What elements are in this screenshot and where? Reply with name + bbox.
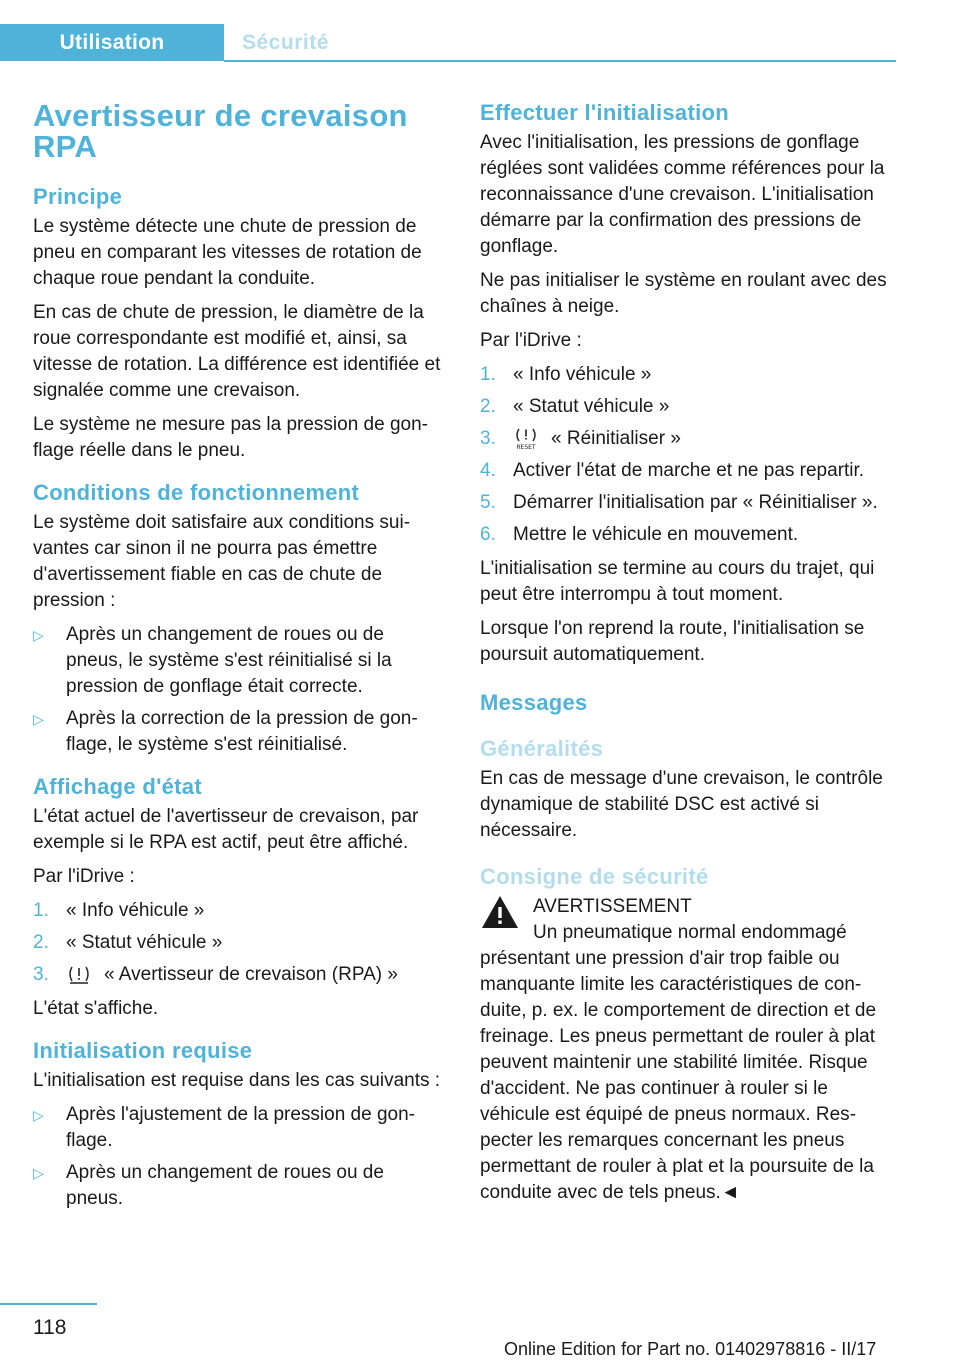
bullet-triangle-icon: ▷ (33, 711, 44, 727)
list-item: ▷ Après l'ajustement de la pression de gonflage. (33, 1104, 415, 1151)
header-rule (224, 60, 896, 62)
effectuer-paragraph-4: L'initialisation se termine au cours du trajet, qui peut être interrompu à tout moment. (480, 558, 875, 605)
warning-text: présentant une pression d'air trop faible ou manquante limite les caractéristiques de conduite, p. ex. le comportement de direction et de freinage. Les pneus permettant de rouler à plat peuvent maintenir une stabilité limitée. Risque d'accident. Ne pas continuer à rouler si le véhicule est équipé de pneus normaux. Respecter les remarques concernant les pneus permettant de rouler à plat et la poursuite de la conduite avec de tels pneus.◄ (480, 948, 877, 1203)
warning-title: AVERTISSEMENT (533, 896, 692, 917)
heading-effectuer: Effectuer l'initialisation (480, 100, 729, 125)
heading-messages: Messages (480, 690, 588, 715)
heading-principe: Principe (33, 184, 123, 209)
conditions-intro: Le système doit satisfaire aux conditions suivantes car sinon il ne pourra pas émettre d'avertissement fiable en cas de chute de pression : (33, 512, 411, 611)
heading-generalites: Généralités (480, 736, 604, 761)
effectuer-paragraph-5: Lorsque l'on reprend la route, l'initialisation se poursuit automatiquement. (480, 618, 865, 665)
init-requise-intro: L'initialisation est requise dans les cas suivants : (33, 1070, 441, 1091)
bullet-triangle-icon: ▷ (33, 1165, 44, 1181)
list-item: 6. Mettre le véhicule en mouvement. (480, 524, 799, 545)
affichage-steps (33, 898, 443, 988)
bullet-triangle-icon: ▷ (33, 1107, 44, 1123)
heading-init-requise: Initialisation requise (33, 1038, 253, 1063)
principe-paragraph-3: Le système ne mesure pas la pression de gonflage réelle dans le pneu. (33, 414, 428, 461)
list-item: ▷ Après la correction de la pression de gonflage, le système s'est réinitialisé. (33, 708, 418, 755)
tire-reset-icon (513, 427, 539, 451)
affichage-result: L'état s'affiche. (33, 998, 159, 1019)
list-item: 2. « Statut véhicule » (480, 396, 670, 417)
heading-affichage: Affichage d'état (33, 774, 202, 799)
tab-utilisation[interactable]: Utilisation (0, 24, 224, 61)
list-item: 5. Démarrer l'initialisation par « Réinitialiser ». (480, 492, 878, 513)
warning-first-line: Un pneumatique normal endommagé (533, 922, 847, 943)
edition-note: Online Edition for Part no. 01402978816 - II/17 (504, 1339, 877, 1359)
affichage-paragraph-1: L'état actuel de l'avertisseur de crevaison, par exemple si le RPA est actif, peut être affiché. (33, 806, 419, 853)
tab-securite[interactable]: Sécurité (242, 30, 329, 54)
svg-text:RESET: RESET (516, 443, 536, 451)
affichage-paragraph-2: Par l'iDrive : (33, 866, 135, 887)
page-number: 118 (33, 1316, 67, 1339)
effectuer-paragraph-1: Avec l'initialisation, les pressions de gonflage réglées sont validées comme références pour la reconnaissance d'une crevaison. L'initialisation démarre par la confirmation des pressions de gonflage. (480, 132, 885, 257)
list-item: ▷ Après un changement de roues ou de pneus, le système s'est réinitialisé si la pression de gonflage était correcte. (33, 624, 392, 697)
warning-block (480, 894, 900, 1206)
list-item: 3. « Avertisseur de crevaison (RPA) » (33, 964, 398, 985)
effectuer-paragraph-3: Par l'iDrive : (480, 330, 582, 351)
footer-rule (0, 1303, 97, 1305)
left-column (33, 100, 443, 1220)
heading-consigne: Consigne de sécurité (480, 864, 709, 889)
conditions-list (33, 622, 443, 758)
bullet-triangle-icon: ▷ (33, 627, 44, 643)
right-column (480, 100, 900, 1206)
principe-paragraph-1: Le système détecte une chute de pression de pneu en comparant les vitesses de rotation de chaque roue pendant la conduite. (33, 216, 422, 289)
list-item: 2. « Statut véhicule » (33, 932, 223, 953)
header-bar (0, 0, 960, 62)
page-title: Avertisseur de crevaison RPA (33, 98, 408, 164)
tire-warning-icon (66, 964, 92, 986)
effectuer-paragraph-2: Ne pas initialiser le système en roulant avec des chaînes à neige. (480, 270, 887, 317)
heading-conditions: Conditions de fonctionnement (33, 480, 360, 505)
effectuer-steps (480, 362, 900, 548)
principe-paragraph-2: En cas de chute de pression, le diamètre de la roue correspondante est modifié et, ainsi, sa vitesse de rotation. La différence est identifiée et signalée comme une crevaison. (33, 302, 441, 401)
warning-triangle-icon (480, 894, 520, 930)
generalites-paragraph: En cas de message d'une crevaison, le contrôle dynamique de stabilité DSC est activé si nécessaire. (480, 768, 883, 841)
list-item: 1. « Info véhicule » (33, 900, 205, 921)
init-requise-list (33, 1102, 443, 1212)
list-item: 1. « Info véhicule » (480, 364, 652, 385)
list-item: 4. Activer l'état de marche et ne pas repartir. (480, 460, 865, 481)
list-item: ▷ Après un changement de roues ou de pneus. (33, 1162, 384, 1209)
list-item: 3. RESET « Réinitialiser » (480, 428, 681, 451)
